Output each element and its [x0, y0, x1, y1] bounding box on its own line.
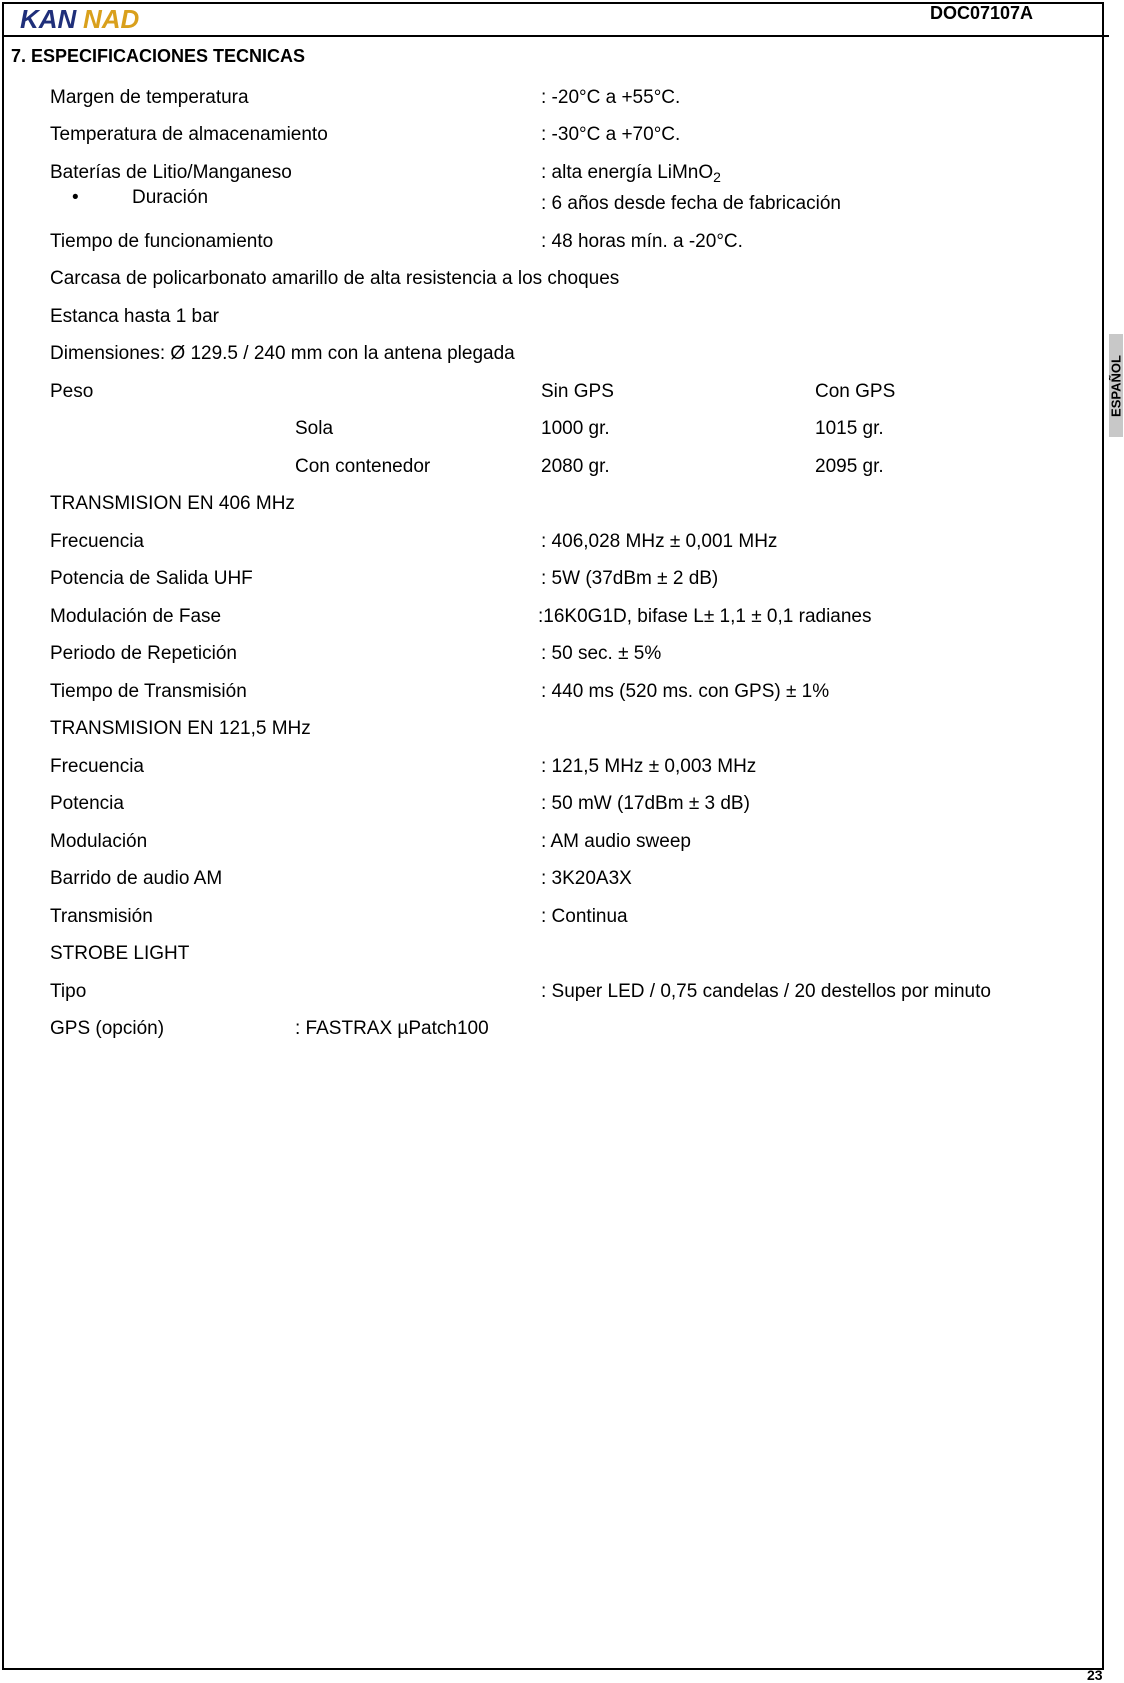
spec-label: Transmisión	[50, 906, 153, 927]
bullet: •	[72, 187, 79, 208]
section-heading: TRANSMISION EN 406 MHz	[50, 493, 295, 514]
spec-label: Modulación	[50, 831, 148, 852]
weight-label: Peso	[50, 381, 94, 402]
svg-text:KAN: KAN	[20, 4, 77, 34]
spec-label: GPS (opción)	[50, 1018, 165, 1039]
weight-cell: 2080 gr.	[541, 456, 610, 477]
spec-value: : 440 ms (520 ms. con GPS) ± 1%	[541, 681, 830, 702]
spec-value: : 3K20A3X	[541, 868, 632, 889]
spec-line: Dimensiones: Ø 129.5 / 240 mm con la antena plegada	[50, 343, 515, 364]
spec-value: : -30°C a +70°C.	[541, 124, 681, 145]
spec-label: Margen de temperatura	[50, 87, 249, 108]
spec-value: : -20°C a +55°C.	[541, 87, 681, 108]
spec-label: Modulación de Fase	[50, 606, 222, 627]
spec-label: Temperatura de almacenamiento	[50, 124, 328, 145]
spec-label: Frecuencia	[50, 531, 144, 552]
spec-value: : 48 horas mín. a -20°C.	[541, 231, 743, 252]
weight-cell: 1000 gr.	[541, 418, 610, 439]
section-heading: STROBE LIGHT	[50, 943, 190, 964]
weight-row-label: Sola	[295, 418, 334, 439]
battery-chemistry: : alta energía LiMnO	[541, 162, 714, 183]
spec-value: : 50 sec. ± 5%	[541, 643, 662, 664]
battery-subscript: 2	[713, 169, 721, 185]
spec-line: Carcasa de policarbonato amarillo de alta resistencia a los choques	[50, 268, 620, 289]
spec-label: Potencia de Salida UHF	[50, 568, 253, 589]
spec-label: Potencia	[50, 793, 124, 814]
section-title: 7. ESPECIFICACIONES TECNICAS	[11, 46, 306, 66]
spec-value: : 6 años desde fecha de fabricación	[541, 193, 841, 214]
spec-value: : 5W (37dBm ± 2 dB)	[541, 568, 719, 589]
page-number: 23	[1087, 1667, 1103, 1683]
spec-label: Baterías de Litio/Manganeso	[50, 162, 292, 183]
spec-value: : 406,028 MHz ± 0,001 MHz	[541, 531, 778, 552]
spec-value: : 50 mW (17dBm ± 3 dB)	[541, 793, 750, 814]
weight-col-header: Sin GPS	[541, 381, 614, 402]
spec-label: Tiempo de Transmisión	[50, 681, 247, 702]
spec-value: : 121,5 MHz ± 0,003 MHz	[541, 756, 757, 777]
weight-cell: 2095 gr.	[815, 456, 884, 477]
weight-row-label: Con contenedor	[295, 456, 431, 477]
spec-label: Tiempo de funcionamiento	[50, 231, 274, 252]
spec-value: : AM audio sweep	[541, 831, 691, 852]
spec-label: Periodo de Repetición	[50, 643, 237, 664]
spec-line: Estanca hasta 1 bar	[50, 306, 219, 327]
spec-label: Frecuencia	[50, 756, 144, 777]
svg-text:NAD: NAD	[83, 4, 140, 34]
spec-value: : FASTRAX µPatch100	[295, 1018, 489, 1039]
spec-value: : Continua	[541, 906, 628, 927]
document-id: DOC07107A	[930, 3, 1034, 23]
spec-label: Tipo	[50, 981, 87, 1002]
weight-cell: 1015 gr.	[815, 418, 884, 439]
spec-value: :16K0G1D, bifase L± 1,1 ± 0,1 radianes	[538, 606, 872, 627]
kannad-logo	[20, 4, 160, 32]
section-heading: TRANSMISION EN 121,5 MHz	[50, 718, 311, 739]
language-tab-label: ESPAÑOL	[1108, 355, 1124, 417]
header-rule	[2, 35, 1109, 37]
spec-value: : Super LED / 0,75 candelas / 20 destellos por minuto	[541, 981, 991, 1002]
weight-col-header: Con GPS	[815, 381, 896, 402]
spec-label: Duración	[132, 187, 209, 208]
spec-value	[541, 162, 721, 188]
spec-label: Barrido de audio AM	[50, 868, 223, 889]
